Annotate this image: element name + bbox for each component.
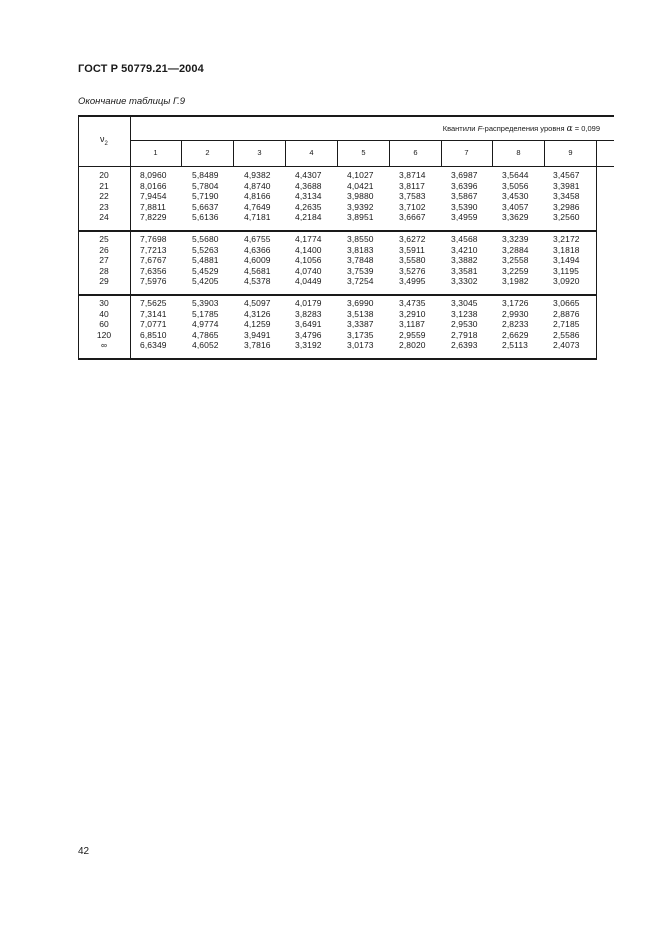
- table-cell: 3,5276: [399, 265, 426, 276]
- table-cell: 2,8876: [553, 308, 580, 319]
- table-cell: 4,5378: [244, 276, 271, 286]
- table-cell: 3,5911: [399, 244, 425, 255]
- table-cell: 3,6491: [295, 319, 322, 329]
- table-cell: 2,8020: [399, 340, 426, 350]
- v2-value: 29: [99, 276, 109, 286]
- table-cell: 3,9392: [347, 201, 374, 212]
- table-bottom-border: [78, 358, 596, 360]
- v2-value: 60: [99, 319, 109, 329]
- table-cell: 2,5586: [553, 329, 580, 340]
- table-cell: 5,5263: [192, 244, 219, 255]
- v2-header: $\nu_2$: [100, 134, 108, 147]
- table-cell: 7,6356: [140, 265, 167, 276]
- table-cell: 4,0740: [295, 265, 322, 276]
- table-cell: 3,1187: [399, 319, 425, 329]
- table-cell: 4,7649: [244, 201, 271, 212]
- table-cell: 2,5113: [502, 340, 528, 350]
- table-cell: 4,6755: [244, 234, 271, 244]
- table-cell: 3,3629: [502, 212, 529, 222]
- table-cell: 8,0166: [140, 180, 167, 191]
- table-cell: 2,7918: [451, 329, 478, 340]
- table-cell: 4,1259: [244, 319, 271, 329]
- table-cell: 3,4995: [399, 276, 426, 286]
- table-cell: 4,2184: [295, 212, 322, 222]
- table-cell: 3,5867: [451, 191, 478, 201]
- table-cell: 3,8283: [295, 308, 322, 319]
- data-column: [451, 170, 478, 223]
- table-cell: 3,0173: [347, 340, 374, 350]
- col-divider-last: [596, 140, 597, 360]
- data-column: [244, 170, 271, 223]
- table-cell: 3,8951: [347, 212, 374, 222]
- table-cell: 3,5390: [451, 201, 478, 212]
- table-cell: 4,7865: [192, 329, 219, 340]
- table-cell: 4,6009: [244, 255, 271, 265]
- v2-value: 30: [99, 298, 109, 308]
- table-cell: 4,0421: [347, 180, 374, 191]
- column-header: 4: [309, 148, 314, 157]
- column-header: 6: [413, 148, 418, 157]
- table-cell: 4,5681: [244, 265, 271, 276]
- table-cell: 3,4568: [451, 234, 478, 244]
- table-cell: 3,7583: [399, 191, 426, 201]
- span-header-divider: [130, 140, 614, 141]
- table-cell: 3,1494: [553, 255, 580, 265]
- table-cell: 3,6667: [399, 212, 426, 222]
- table-cell: 2,9930: [502, 308, 529, 319]
- table-cell: 2,6393: [451, 340, 478, 350]
- table-cell: 3,5138: [347, 308, 374, 319]
- table-cell: 3,4735: [399, 298, 426, 308]
- table-cell: 5,4529: [192, 265, 219, 276]
- data-column: [140, 234, 167, 287]
- v2-value: 24: [99, 212, 109, 222]
- v2-value: 120: [96, 329, 112, 340]
- table-cell: 3,9491: [244, 329, 271, 340]
- column-header: 1: [153, 148, 158, 157]
- table-cell: 3,2986: [553, 201, 580, 212]
- v2-value: 40: [99, 308, 109, 319]
- table-cell: 5,6637: [192, 201, 219, 212]
- data-column: [244, 298, 271, 351]
- column-header: 3: [257, 148, 262, 157]
- table-cell: 3,2259: [502, 265, 529, 276]
- table-cell: 3,1726: [502, 298, 529, 308]
- table-cell: 3,3302: [451, 276, 478, 286]
- table-cell: 3,1818: [553, 244, 580, 255]
- table-cell: 3,3581: [451, 265, 478, 276]
- table-cell: 3,3387: [347, 319, 374, 329]
- data-column: [451, 234, 478, 287]
- table-cell: 4,8166: [244, 191, 271, 201]
- column-header: 2: [205, 148, 210, 157]
- header-bottom-border: [78, 166, 614, 167]
- v2-values-group: [78, 234, 130, 287]
- table-cell: 5,7190: [192, 191, 219, 201]
- data-column: [399, 234, 426, 287]
- table-cell: 4,0449: [295, 276, 322, 286]
- table-cell: 3,6396: [451, 180, 478, 191]
- table-cell: 4,6052: [192, 340, 219, 350]
- table-cell: 3,4959: [451, 212, 478, 222]
- data-column: [295, 234, 322, 287]
- data-column: [347, 298, 374, 351]
- data-column: [553, 234, 580, 287]
- table-cell: 4,1027: [347, 170, 374, 180]
- table-cell: 3,8183: [347, 244, 374, 255]
- table-cell: 3,4796: [295, 329, 322, 340]
- data-column: [553, 170, 580, 223]
- table-cell: 3,0920: [553, 276, 580, 286]
- table-cell: 3,6987: [451, 170, 478, 180]
- table-cell: 4,0179: [295, 298, 322, 308]
- table-cell: 5,8489: [192, 170, 219, 180]
- table-cell: 4,1056: [295, 255, 322, 265]
- table-cell: 4,3688: [295, 180, 322, 191]
- table-cell: 4,9774: [192, 319, 219, 329]
- group-divider-1: [78, 230, 596, 232]
- v2-value: ∞: [100, 340, 108, 350]
- table-cell: 4,9382: [244, 170, 271, 180]
- table-cell: 2,9530: [451, 319, 478, 329]
- table-cell: 3,0665: [553, 298, 580, 308]
- span-header: Квантили F-распределения уровня α = 0,099: [442, 124, 600, 134]
- table-cell: 4,3126: [244, 308, 271, 319]
- table-cell: 3,6990: [347, 298, 374, 308]
- data-column: [502, 298, 529, 351]
- table-cell: 4,2635: [295, 201, 322, 212]
- table-cell: 3,5056: [502, 180, 529, 191]
- table-cell: 4,8740: [244, 180, 271, 191]
- table-cell: 3,7254: [347, 276, 374, 286]
- v2-value: 21: [99, 180, 109, 191]
- data-column: [502, 234, 529, 287]
- table-cell: 3,6272: [399, 234, 426, 244]
- data-column: [192, 298, 219, 351]
- table-cell: 4,1774: [295, 234, 322, 244]
- v2-value: 23: [99, 201, 109, 212]
- table-cell: 3,5580: [399, 255, 426, 265]
- data-column: [399, 170, 426, 223]
- table-caption: Окончание таблицы Г.9: [78, 96, 186, 107]
- table-cell: 5,5680: [192, 234, 219, 244]
- v2-values-group: [78, 170, 130, 223]
- table-cell: 2,9559: [399, 329, 426, 340]
- table-cell: 3,7816: [244, 340, 271, 350]
- table-cell: 3,8117: [399, 180, 425, 191]
- table-cell: 3,7539: [347, 265, 374, 276]
- table-cell: 3,3981: [553, 180, 580, 191]
- table-cell: 3,3045: [451, 298, 478, 308]
- data-column: [244, 234, 271, 287]
- column-header: 8: [516, 148, 521, 157]
- data-column: [347, 234, 374, 287]
- data-column: [140, 298, 167, 351]
- table-cell: 3,2884: [502, 244, 529, 255]
- group-divider-2: [78, 294, 596, 296]
- data-column: [295, 298, 322, 351]
- table-cell: 4,6366: [244, 244, 271, 255]
- data-column: [140, 170, 167, 223]
- v2-value: 20: [99, 170, 109, 180]
- table-cell: 3,2910: [399, 308, 426, 319]
- table-cell: 2,4073: [553, 340, 580, 350]
- table-cell: 3,1982: [502, 276, 529, 286]
- table-cell: 5,7804: [192, 180, 219, 191]
- table-cell: 7,3141: [140, 308, 167, 319]
- v2-values-group: [78, 298, 130, 351]
- table-cell: 5,4205: [192, 276, 219, 286]
- document-standard-title: ГОСТ Р 50779.21—2004: [78, 63, 204, 75]
- table-cell: 3,3882: [451, 255, 478, 265]
- table-cell: 7,5976: [140, 276, 167, 286]
- table-cell: 3,2558: [502, 255, 529, 265]
- v2-value: 22: [99, 191, 109, 201]
- table-cell: 3,7102: [399, 201, 426, 212]
- table-cell: 7,6767: [140, 255, 167, 265]
- table-cell: 8,0960: [140, 170, 167, 180]
- table-cell: 3,2560: [553, 212, 580, 222]
- table-cell: 3,1735: [347, 329, 374, 340]
- data-column: [347, 170, 374, 223]
- table-cell: 3,1195: [553, 265, 579, 276]
- table-cell: 4,7181: [244, 212, 271, 222]
- table-cell: 7,9454: [140, 191, 167, 201]
- table-cell: 5,6136: [192, 212, 219, 222]
- table-cell: 3,4210: [451, 244, 478, 255]
- table-cell: 2,8233: [502, 319, 529, 329]
- table-cell: 4,3134: [295, 191, 322, 201]
- table-top-border: [78, 115, 614, 117]
- data-column: [192, 170, 219, 223]
- table-cell: 3,8714: [399, 170, 426, 180]
- quantile-table: [78, 115, 614, 360]
- table-cell: 3,8550: [347, 234, 374, 244]
- column-header: 5: [361, 148, 366, 157]
- v2-value: 28: [99, 265, 109, 276]
- v2-value: 27: [99, 255, 109, 265]
- table-cell: 5,1785: [192, 308, 219, 319]
- table-cell: 5,3903: [192, 298, 219, 308]
- table-cell: 2,6629: [502, 329, 529, 340]
- table-cell: 3,4567: [553, 170, 580, 180]
- table-cell: 7,7213: [140, 244, 167, 255]
- table-cell: 7,8229: [140, 212, 167, 222]
- table-cell: 3,3239: [502, 234, 529, 244]
- table-cell: 3,1238: [451, 308, 478, 319]
- table-cell: 5,4881: [192, 255, 219, 265]
- table-cell: 3,7848: [347, 255, 374, 265]
- table-cell: 7,7698: [140, 234, 167, 244]
- table-cell: 3,4530: [502, 191, 529, 201]
- data-column: [295, 170, 322, 223]
- table-cell: 2,7185: [553, 319, 580, 329]
- data-column: [399, 298, 426, 351]
- table-cell: 4,5097: [244, 298, 271, 308]
- table-cell: 4,1400: [295, 244, 322, 255]
- data-column: [502, 170, 529, 223]
- v2-value: 25: [99, 234, 109, 244]
- table-cell: 3,3458: [553, 191, 580, 201]
- table-cell: 3,5644: [502, 170, 529, 180]
- table-cell: 3,9880: [347, 191, 374, 201]
- page-number: 42: [78, 846, 90, 857]
- data-column: [553, 298, 580, 351]
- table-cell: 7,5625: [140, 298, 167, 308]
- data-column: [451, 298, 478, 351]
- table-cell: 6,6349: [140, 340, 167, 350]
- table-cell: 6,8510: [140, 329, 167, 340]
- column-header: 7: [464, 148, 469, 157]
- table-cell: 7,8811: [140, 201, 166, 212]
- table-cell: 3,4057: [502, 201, 529, 212]
- table-cell: 4,4307: [295, 170, 322, 180]
- table-cell: 3,2172: [553, 234, 580, 244]
- table-cell: 3,3192: [295, 340, 322, 350]
- table-cell: 7,0771: [140, 319, 167, 329]
- data-column: [192, 234, 219, 287]
- column-header: 9: [568, 148, 573, 157]
- v2-value: 26: [99, 244, 109, 255]
